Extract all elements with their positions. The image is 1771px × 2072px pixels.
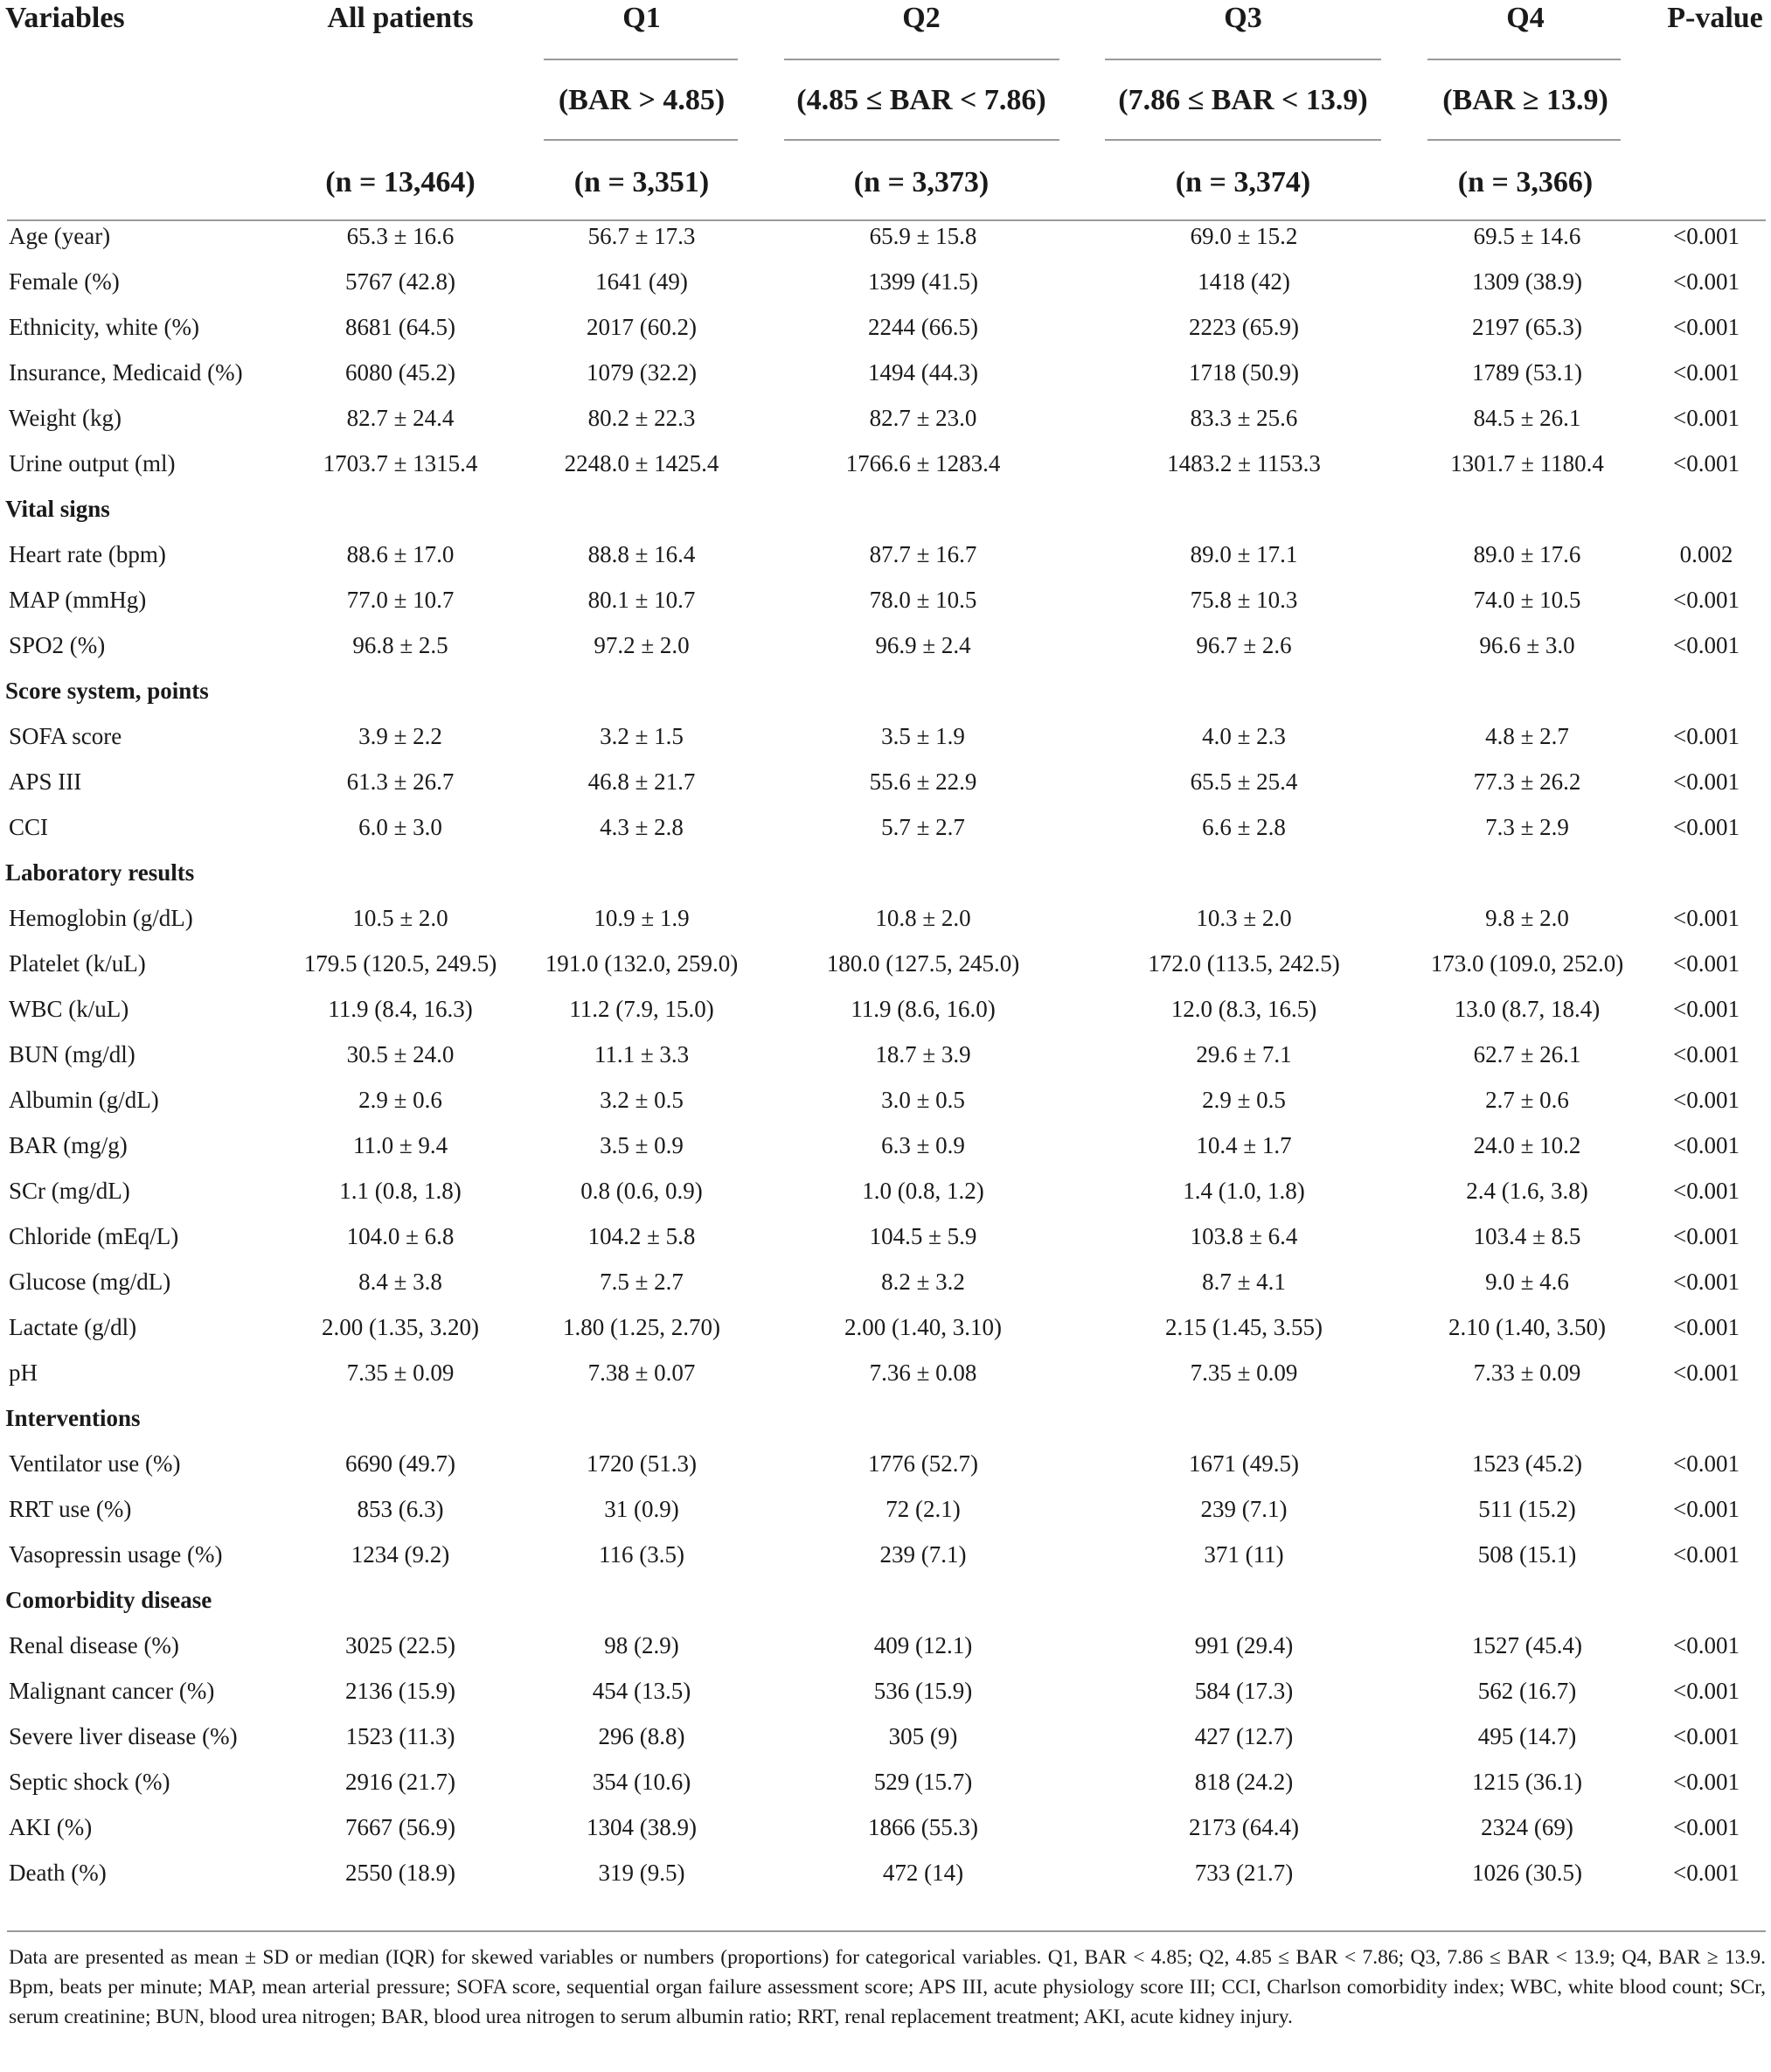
cell-p: <0.001	[1673, 313, 1740, 340]
header-rule-q4	[1427, 59, 1621, 60]
cell-q3: 7.35 ± 0.09	[1190, 1359, 1298, 1386]
cell-q1: 3.5 ± 0.9	[600, 1131, 684, 1158]
section-heading: Vital signs	[5, 495, 110, 522]
table-row	[0, 986, 1771, 1032]
cell-all: 2.00 (1.35, 3.20)	[322, 1313, 479, 1340]
row-label: Platelet (k/uL)	[9, 949, 146, 977]
section-row	[0, 1577, 1771, 1623]
cell-q2: 1766.6 ± 1283.4	[845, 449, 1001, 476]
cell-p: <0.001	[1673, 404, 1740, 431]
table-row	[0, 1304, 1771, 1350]
cell-p: <0.001	[1673, 995, 1740, 1022]
cell-p: <0.001	[1673, 1450, 1740, 1477]
cell-all: 2550 (18.9)	[345, 1859, 455, 1886]
table-row	[0, 1032, 1771, 1077]
section-heading: Score system, points	[5, 677, 209, 704]
cell-all: 3.9 ± 2.2	[358, 722, 442, 749]
header-q3-range: (7.86 ≤ BAR < 13.9)	[1118, 84, 1368, 116]
cell-p: <0.001	[1673, 1131, 1740, 1158]
table-body	[0, 213, 1771, 1895]
cell-q1: 319 (9.5)	[598, 1859, 685, 1886]
cell-all: 2916 (21.7)	[345, 1768, 455, 1795]
section-row	[0, 486, 1771, 532]
cell-p: <0.001	[1673, 1313, 1740, 1340]
cell-p: <0.001	[1673, 1359, 1740, 1386]
cell-q2: 536 (15.9)	[873, 1677, 973, 1704]
cell-q2: 1776 (52.7)	[868, 1450, 978, 1477]
cell-q2: 305 (9)	[888, 1722, 958, 1749]
cell-q2: 8.2 ± 3.2	[881, 1268, 965, 1295]
cell-p: <0.001	[1673, 1040, 1740, 1067]
cell-p: <0.001	[1673, 222, 1740, 249]
cell-p: <0.001	[1673, 1768, 1740, 1795]
cell-q1: 80.2 ± 22.3	[587, 404, 696, 431]
cell-all: 88.6 ± 17.0	[346, 540, 455, 567]
header-q1: Q1	[622, 2, 661, 34]
cell-q2: 1494 (44.3)	[868, 358, 978, 386]
cell-q2: 87.7 ± 16.7	[869, 540, 977, 567]
cell-q1: 1304 (38.9)	[587, 1813, 697, 1840]
header-rule-q1	[544, 59, 738, 60]
header-all-n: (n = 13,464)	[325, 166, 476, 198]
cell-all: 8.4 ± 3.8	[358, 1268, 442, 1295]
cell-all: 77.0 ± 10.7	[346, 586, 455, 613]
cell-all: 5767 (42.8)	[345, 268, 455, 295]
cell-q2: 1.0 (0.8, 1.2)	[862, 1177, 984, 1204]
row-label: Lactate (g/dl)	[9, 1313, 137, 1340]
cell-q3: 818 (24.2)	[1194, 1768, 1294, 1795]
cell-q1: 31 (0.9)	[604, 1495, 679, 1522]
cell-q3: 65.5 ± 25.4	[1190, 768, 1298, 795]
cell-q1: 1079 (32.2)	[587, 358, 697, 386]
cell-q4: 1789 (53.1)	[1472, 358, 1582, 386]
table-row	[0, 1532, 1771, 1577]
cell-all: 11.0 ± 9.4	[352, 1131, 448, 1158]
row-label: pH	[9, 1359, 38, 1386]
cell-q3: 1418 (42)	[1198, 268, 1290, 295]
cell-q2: 1866 (55.3)	[868, 1813, 978, 1840]
cell-q4: 13.0 (8.7, 18.4)	[1454, 995, 1601, 1022]
cell-q1: 3.2 ± 1.5	[600, 722, 684, 749]
cell-q2: 11.9 (8.6, 16.0)	[851, 995, 996, 1022]
row-label: BUN (mg/dl)	[9, 1040, 135, 1067]
row-label: Malignant cancer (%)	[9, 1677, 215, 1704]
cell-q4: 1215 (36.1)	[1472, 1768, 1582, 1795]
cell-q2: 65.9 ± 15.8	[869, 222, 977, 249]
cell-q3: 4.0 ± 2.3	[1202, 722, 1286, 749]
table-row	[0, 395, 1771, 441]
cell-p: <0.001	[1673, 268, 1740, 295]
cell-all: 1.1 (0.8, 1.8)	[339, 1177, 462, 1204]
cell-q1: 10.9 ± 1.9	[594, 904, 690, 931]
cell-p: <0.001	[1673, 1495, 1740, 1522]
row-label: Glucose (mg/dL)	[9, 1268, 171, 1295]
cell-q2: 10.8 ± 2.0	[875, 904, 971, 931]
row-label: BAR (mg/g)	[9, 1131, 128, 1158]
table-row	[0, 1077, 1771, 1123]
row-label: Female (%)	[9, 268, 120, 295]
cell-q3: 75.8 ± 10.3	[1190, 586, 1298, 613]
cell-q2: 72 (2.1)	[886, 1495, 961, 1522]
cell-all: 7.35 ± 0.09	[346, 1359, 455, 1386]
row-label: SCr (mg/dL)	[9, 1177, 130, 1204]
header-rule-q4-range	[1427, 139, 1621, 141]
cell-q3: 172.0 (113.5, 242.5)	[1148, 949, 1340, 977]
cell-all: 853 (6.3)	[357, 1495, 444, 1522]
cell-q2: 529 (15.7)	[873, 1768, 973, 1795]
cell-q1: 2017 (60.2)	[587, 313, 697, 340]
header-q2-n: (n = 3,373)	[853, 166, 990, 198]
cell-q1: 46.8 ± 21.7	[587, 768, 696, 795]
row-label: SOFA score	[9, 722, 122, 749]
cell-all: 11.9 (8.4, 16.3)	[328, 995, 473, 1022]
header-q4-range: (BAR ≥ 13.9)	[1442, 84, 1608, 116]
section-row	[0, 850, 1771, 895]
cell-q2: 2.00 (1.40, 3.10)	[844, 1313, 1002, 1340]
cell-q4: 74.0 ± 10.5	[1473, 586, 1581, 613]
cell-q3: 96.7 ± 2.6	[1196, 631, 1292, 658]
cell-q4: 511 (15.2)	[1478, 1495, 1576, 1522]
cell-q2: 409 (12.1)	[873, 1631, 973, 1658]
cell-p: <0.001	[1673, 722, 1740, 749]
table-row	[0, 1486, 1771, 1532]
cell-p: <0.001	[1673, 1859, 1740, 1886]
cell-q4: 1523 (45.2)	[1472, 1450, 1582, 1477]
row-label: Ethnicity, white (%)	[9, 313, 199, 340]
header-q3: Q3	[1224, 2, 1262, 34]
cell-q1: 191.0 (132.0, 259.0)	[545, 949, 739, 977]
cell-p: <0.001	[1673, 1268, 1740, 1295]
baseline-characteristics-table	[0, 213, 1771, 1895]
cell-q1: 80.1 ± 10.7	[587, 586, 696, 613]
cell-all: 1234 (9.2)	[351, 1540, 450, 1568]
table-row	[0, 441, 1771, 486]
row-label: Severe liver disease (%)	[9, 1722, 238, 1749]
table-row	[0, 1123, 1771, 1168]
cell-q4: 2.7 ± 0.6	[1485, 1086, 1569, 1113]
cell-q3: 1718 (50.9)	[1189, 358, 1299, 386]
section-row	[0, 1395, 1771, 1441]
cell-all: 82.7 ± 24.4	[346, 404, 455, 431]
cell-q4: 103.4 ± 8.5	[1473, 1222, 1581, 1249]
cell-all: 2136 (15.9)	[345, 1677, 455, 1704]
cell-all: 61.3 ± 26.7	[346, 768, 455, 795]
table-row	[0, 1213, 1771, 1259]
cell-q4: 2197 (65.3)	[1472, 313, 1582, 340]
header-q3-n: (n = 3,374)	[1175, 166, 1311, 198]
row-label: Renal disease (%)	[9, 1631, 179, 1658]
header-rule-q2	[784, 59, 1059, 60]
cell-q2: 5.7 ± 2.7	[881, 813, 965, 840]
table-row	[0, 1168, 1771, 1213]
table-row	[0, 622, 1771, 668]
header-rule-q1-range	[544, 139, 738, 141]
cell-q4: 77.3 ± 26.2	[1473, 768, 1581, 795]
cell-q1: 7.5 ± 2.7	[600, 1268, 684, 1295]
cell-q3: 83.3 ± 25.6	[1190, 404, 1298, 431]
cell-q4: 84.5 ± 26.1	[1473, 404, 1581, 431]
row-label: Weight (kg)	[9, 404, 122, 431]
section-heading: Laboratory results	[5, 859, 195, 886]
cell-q2: 18.7 ± 3.9	[875, 1040, 971, 1067]
row-label: Albumin (g/dL)	[9, 1086, 159, 1113]
cell-p: <0.001	[1673, 586, 1740, 613]
cell-all: 96.8 ± 2.5	[352, 631, 448, 658]
cell-q3: 2.9 ± 0.5	[1202, 1086, 1286, 1113]
cell-q2: 7.36 ± 0.08	[869, 1359, 977, 1386]
table-row	[0, 713, 1771, 759]
cell-q1: 116 (3.5)	[599, 1540, 684, 1568]
cell-q4: 7.3 ± 2.9	[1485, 813, 1569, 840]
cell-q3: 1483.2 ± 1153.3	[1167, 449, 1321, 476]
cell-q1: 1720 (51.3)	[587, 1450, 697, 1477]
row-label: Heart rate (bpm)	[9, 540, 166, 567]
cell-q3: 12.0 (8.3, 16.5)	[1170, 995, 1317, 1022]
cell-q2: 2244 (66.5)	[868, 313, 978, 340]
cell-all: 2.9 ± 0.6	[358, 1086, 442, 1113]
header-rule-q2-range	[784, 139, 1059, 141]
cell-p: <0.001	[1673, 631, 1740, 658]
cell-p: 0.002	[1679, 540, 1733, 567]
row-label: APS III	[9, 768, 82, 795]
cell-q1: 1.80 (1.25, 2.70)	[563, 1313, 720, 1340]
cell-q2: 55.6 ± 22.9	[869, 768, 977, 795]
cell-q3: 371 (11)	[1204, 1540, 1284, 1568]
header-q4: Q4	[1506, 2, 1545, 34]
cell-q3: 89.0 ± 17.1	[1190, 540, 1298, 567]
cell-q4: 7.33 ± 0.09	[1473, 1359, 1581, 1386]
cell-all: 104.0 ± 6.8	[346, 1222, 455, 1249]
row-label: Insurance, Medicaid (%)	[9, 358, 243, 386]
cell-all: 65.3 ± 16.6	[346, 222, 455, 249]
cell-q1: 104.2 ± 5.8	[587, 1222, 696, 1249]
cell-q4: 2.10 (1.40, 3.50)	[1448, 1313, 1606, 1340]
cell-q2: 239 (7.1)	[879, 1540, 967, 1568]
row-label: CCI	[9, 813, 49, 840]
cell-q1: 56.7 ± 17.3	[587, 222, 696, 249]
cell-p: <0.001	[1673, 1631, 1740, 1658]
cell-q3: 29.6 ± 7.1	[1196, 1040, 1292, 1067]
cell-all: 179.5 (120.5, 249.5)	[303, 949, 497, 977]
cell-q1: 296 (8.8)	[598, 1722, 685, 1749]
cell-all: 7667 (56.9)	[345, 1813, 455, 1840]
row-label: SPO2 (%)	[9, 631, 106, 658]
cell-q4: 4.8 ± 2.7	[1485, 722, 1569, 749]
row-label: MAP (mmHg)	[9, 586, 147, 613]
cell-q2: 96.9 ± 2.4	[875, 631, 971, 658]
cell-q2: 82.7 ± 23.0	[869, 404, 977, 431]
cell-p: <0.001	[1673, 1677, 1740, 1704]
section-heading: Comorbidity disease	[5, 1586, 212, 1613]
cell-q2: 78.0 ± 10.5	[869, 586, 977, 613]
cell-q1: 354 (10.6)	[592, 1768, 691, 1795]
header-q4-n: (n = 3,366)	[1457, 166, 1594, 198]
table-row	[0, 759, 1771, 804]
row-label: Age (year)	[9, 222, 111, 249]
row-label: Vasopressin usage (%)	[9, 1540, 223, 1568]
cell-all: 1703.7 ± 1315.4	[323, 449, 478, 476]
cell-all: 30.5 ± 24.0	[346, 1040, 455, 1067]
table-row	[0, 941, 1771, 986]
table-bottom-rule	[7, 1930, 1766, 1932]
cell-p: <0.001	[1673, 1722, 1740, 1749]
cell-q2: 3.0 ± 0.5	[881, 1086, 965, 1113]
section-heading: Interventions	[5, 1404, 141, 1431]
cell-q4: 2324 (69)	[1481, 1813, 1573, 1840]
cell-p: <0.001	[1673, 813, 1740, 840]
cell-q3: 103.8 ± 6.4	[1190, 1222, 1298, 1249]
row-label: Ventilator use (%)	[9, 1450, 181, 1477]
cell-q3: 1671 (49.5)	[1189, 1450, 1299, 1477]
table-row	[0, 1714, 1771, 1759]
cell-q2: 1399 (41.5)	[868, 268, 978, 295]
cell-q1: 3.2 ± 0.5	[600, 1086, 684, 1113]
cell-all: 6080 (45.2)	[345, 358, 455, 386]
cell-p: <0.001	[1673, 1813, 1740, 1840]
header-variables: Variables	[5, 2, 125, 34]
cell-q3: 1.4 (1.0, 1.8)	[1183, 1177, 1305, 1204]
table-row	[0, 1759, 1771, 1804]
header-q1-n: (n = 3,351)	[573, 166, 710, 198]
cell-q1: 97.2 ± 2.0	[594, 631, 690, 658]
cell-q1: 11.1 ± 3.3	[594, 1040, 690, 1067]
table-row	[0, 1441, 1771, 1486]
cell-q2: 6.3 ± 0.9	[881, 1131, 965, 1158]
cell-q4: 24.0 ± 10.2	[1473, 1131, 1581, 1158]
cell-q1: 88.8 ± 16.4	[587, 540, 696, 567]
cell-q4: 89.0 ± 17.6	[1473, 540, 1581, 567]
cell-p: <0.001	[1673, 768, 1740, 795]
cell-q3: 427 (12.7)	[1194, 1722, 1294, 1749]
cell-q3: 8.7 ± 4.1	[1202, 1268, 1286, 1295]
cell-q3: 239 (7.1)	[1200, 1495, 1288, 1522]
row-label: Urine output (ml)	[9, 449, 176, 476]
cell-q4: 69.5 ± 14.6	[1473, 222, 1581, 249]
cell-q4: 1527 (45.4)	[1472, 1631, 1582, 1658]
cell-q3: 991 (29.4)	[1194, 1631, 1294, 1658]
cell-q3: 6.6 ± 2.8	[1202, 813, 1286, 840]
cell-q1: 1641 (49)	[595, 268, 688, 295]
row-label: WBC (k/uL)	[9, 995, 129, 1022]
table-row	[0, 1259, 1771, 1304]
cell-q4: 9.8 ± 2.0	[1485, 904, 1569, 931]
cell-q4: 562 (16.7)	[1477, 1677, 1577, 1704]
table-row	[0, 350, 1771, 395]
cell-q4: 9.0 ± 4.6	[1485, 1268, 1569, 1295]
cell-p: <0.001	[1673, 449, 1740, 476]
cell-p: <0.001	[1673, 949, 1740, 977]
table-row	[0, 1668, 1771, 1714]
header-all-patients: All patients	[327, 2, 474, 34]
row-label: Death (%)	[9, 1859, 107, 1886]
table-row	[0, 895, 1771, 941]
table-row	[0, 1804, 1771, 1850]
cell-q3: 69.0 ± 15.2	[1190, 222, 1298, 249]
cell-q1: 2248.0 ± 1425.4	[564, 449, 719, 476]
cell-q4: 1301.7 ± 1180.4	[1450, 449, 1604, 476]
cell-q1: 454 (13.5)	[592, 1677, 691, 1704]
row-label: AKI (%)	[9, 1813, 93, 1840]
cell-q1: 0.8 (0.6, 0.9)	[580, 1177, 703, 1204]
header-p-value: P-value	[1667, 2, 1763, 34]
cell-q4: 495 (14.7)	[1477, 1722, 1577, 1749]
cell-q3: 584 (17.3)	[1194, 1677, 1294, 1704]
cell-q1: 4.3 ± 2.8	[600, 813, 684, 840]
cell-p: <0.001	[1673, 1177, 1740, 1204]
cell-q4: 62.7 ± 26.1	[1473, 1040, 1581, 1067]
cell-q1: 7.38 ± 0.07	[587, 1359, 696, 1386]
table-row	[0, 304, 1771, 350]
cell-p: <0.001	[1673, 1540, 1740, 1568]
cell-q4: 173.0 (109.0, 252.0)	[1430, 949, 1624, 977]
cell-all: 10.5 ± 2.0	[352, 904, 448, 931]
row-label: Chloride (mEq/L)	[9, 1222, 179, 1249]
cell-q3: 2.15 (1.45, 3.55)	[1165, 1313, 1323, 1340]
cell-q3: 2223 (65.9)	[1189, 313, 1299, 340]
cell-q4: 1309 (38.9)	[1472, 268, 1582, 295]
cell-q2: 180.0 (127.5, 245.0)	[826, 949, 1020, 977]
cell-q3: 2173 (64.4)	[1189, 1813, 1299, 1840]
cell-p: <0.001	[1673, 1222, 1740, 1249]
cell-all: 6690 (49.7)	[345, 1450, 455, 1477]
row-label: Septic shock (%)	[9, 1768, 170, 1795]
cell-p: <0.001	[1673, 1086, 1740, 1113]
cell-p: <0.001	[1673, 904, 1740, 931]
table-row	[0, 259, 1771, 304]
header-q2-range: (4.85 ≤ BAR < 7.86)	[796, 84, 1046, 116]
header-q1-range: (BAR > 4.85)	[558, 84, 726, 116]
table-row	[0, 1850, 1771, 1895]
cell-q4: 508 (15.1)	[1477, 1540, 1577, 1568]
cell-p: <0.001	[1673, 358, 1740, 386]
row-label: RRT use (%)	[9, 1495, 132, 1522]
cell-all: 6.0 ± 3.0	[358, 813, 442, 840]
cell-q4: 96.6 ± 3.0	[1479, 631, 1575, 658]
table-row	[0, 804, 1771, 850]
cell-all: 1523 (11.3)	[345, 1722, 455, 1749]
header-q2: Q2	[902, 2, 941, 34]
table-footnote: Data are presented as mean ± SD or median (IQR) for skewed variables or numbers (proportions) for categorical variables. Q1, BAR < 4.85; Q2, 4.85 ≤ BAR < 7.86; Q3, 7.86 ≤ BAR < 13.9; Q4, BAR ≥ 13.9. Bpm, beats per minute; MAP, mean arterial pressure; SOFA score, sequential organ failure assessment score; APS III, acute physiology score III; CCI, Charlson comorbidity index; WBC, white blood count; SCr, serum creatinine; BUN, blood urea nitrogen; BAR, blood urea nitrogen to serum albumin ratio; RRT, renal replacement treatment; AKI, acute kidney injury.	[9, 1946, 1766, 2028]
table-row	[0, 213, 1771, 259]
section-row	[0, 668, 1771, 713]
cell-q2: 104.5 ± 5.9	[869, 1222, 977, 1249]
table-row	[0, 532, 1771, 577]
cell-q1: 98 (2.9)	[604, 1631, 679, 1658]
cell-q3: 10.4 ± 1.7	[1196, 1131, 1292, 1158]
cell-q3: 10.3 ± 2.0	[1196, 904, 1292, 931]
table-row	[0, 577, 1771, 622]
row-label: Hemoglobin (g/dL)	[9, 904, 193, 931]
cell-q3: 733 (21.7)	[1194, 1859, 1294, 1886]
header-rule-q3-range	[1105, 139, 1381, 141]
cell-q1: 11.2 (7.9, 15.0)	[569, 995, 714, 1022]
cell-all: 8681 (64.5)	[345, 313, 455, 340]
header-rule-q3	[1105, 59, 1381, 60]
cell-q2: 472 (14)	[882, 1859, 964, 1886]
cell-q4: 1026 (30.5)	[1472, 1859, 1582, 1886]
table-row	[0, 1623, 1771, 1668]
table-row	[0, 1350, 1771, 1395]
cell-q4: 2.4 (1.6, 3.8)	[1466, 1177, 1588, 1204]
cell-q2: 3.5 ± 1.9	[881, 722, 965, 749]
cell-all: 3025 (22.5)	[345, 1631, 455, 1658]
